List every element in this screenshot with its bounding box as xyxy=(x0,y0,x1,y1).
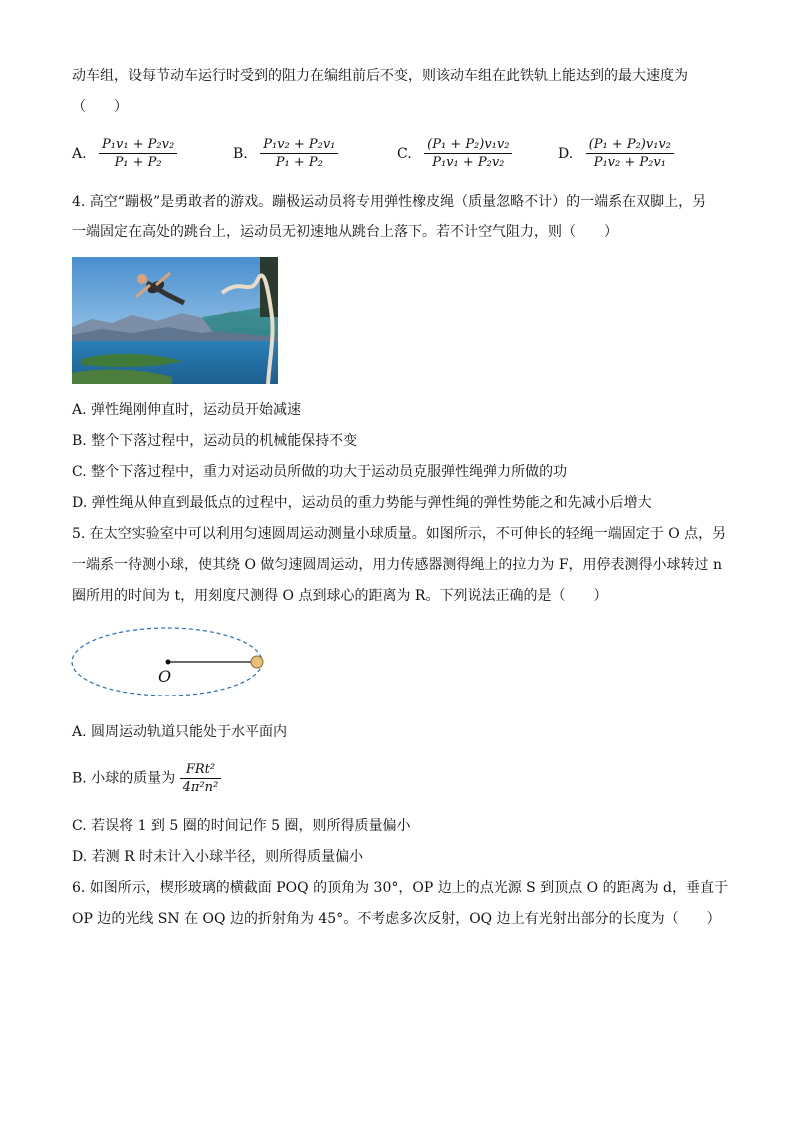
q3-option-b-fraction: $\frac{\text{P₁v₂ + P₂v₁}}{\text{P₁ + P₂}}$ xyxy=(260,136,338,171)
q5-option-a[interactable]: A. 圆周运动轨道只能处于水平面内 xyxy=(72,724,288,740)
q3-stem-line2: （ ） xyxy=(72,99,128,115)
q4-stem-line1: 4. 高空“蹦极”是勇敢者的游戏。蹦极运动员将专用弹性橡皮绳（质量忽略不计）的一端系在双脚上，另 xyxy=(72,194,707,210)
q5-option-d[interactable]: D. 若测 R 时未计入小球半径，则所得质量偏小 xyxy=(72,849,364,865)
q5-stem-line2: 一端系一待测小球，使其绕 O 做匀速圆周运动，用力传感器测得绳上的拉力为 F，用停表测得小球转过 n xyxy=(72,557,723,573)
center-point-o xyxy=(166,660,171,665)
q3-option-a-fraction: $\frac{\text{P₁v₁ + P₂v₂}}{\text{P₁ + P₂}}$ xyxy=(99,136,177,171)
q3-option-b[interactable]: B. $\frac{\text{P₁v₂ + P₂v₁}}{\text{P₁ + P₂}}$ xyxy=(233,136,338,171)
q3-option-c[interactable]: C. $\frac{\text{(P₁ + P₂)v₁v₂}}{\text{P₁v₁ + P₂v₂}}$ xyxy=(397,136,512,171)
diagram-label-o: O xyxy=(158,667,172,686)
ball-icon xyxy=(251,656,263,668)
q5-option-b-fraction: $\frac{\text{FRt²}}{\text{4π²n²}}$ xyxy=(180,761,222,796)
q3-stem-line1: 动车组，设每节动车运行时受到的阻力在编组前后不变，则该动车组在此铁轨上能达到的最大速度为 xyxy=(72,68,688,84)
q3-option-a[interactable]: A. $\frac{\text{P₁v₁ + P₂v₂}}{\text{P₁ + P₂}}$ xyxy=(72,136,177,171)
q4-stem-line2: 一端固定在高处的跳台上，运动员无初速地从跳台上落下。若不计空气阻力，则（ ） xyxy=(72,224,618,240)
q5-stem-line3: 圈所用的时间为 t，用刻度尺测得 O 点到球心的距离为 R。下列说法正确的是（ ） xyxy=(72,588,608,604)
q3-option-c-fraction: $\frac{\text{(P₁ + P₂)v₁v₂}}{\text{P₁v₁ + P₂v₂}}$ xyxy=(424,136,512,171)
q4-option-c[interactable]: C. 整个下落过程中，重力对运动员所做的功大于运动员克服弹性绳弹力所做的功 xyxy=(72,464,568,480)
q3-option-d-fraction: $\frac{\text{(P₁ + P₂)v₁v₂}}{\text{P₁v₂ + P₂v₁}}$ xyxy=(586,136,674,171)
bungee-jump-photo xyxy=(72,257,278,384)
q3-option-d[interactable]: D. $\frac{\text{(P₁ + P₂)v₁v₂}}{\text{P₁v₂ + P₂v₁}}$ xyxy=(558,136,674,171)
circular-motion-diagram xyxy=(70,616,280,696)
q4-option-d[interactable]: D. 弹性绳从伸直到最低点的过程中，运动员的重力势能与弹性绳的弹性势能之和先减小后增大 xyxy=(72,495,652,511)
q5-option-c[interactable]: C. 若误将 1 到 5 圈的时间记作 5 圈，则所得质量偏小 xyxy=(72,818,411,834)
q6-stem-line2: OP 边的光线 SN 在 OQ 边的折射角为 45°。不考虑多次反射，OQ 边上有光射出部分的长度为（ ） xyxy=(72,911,721,927)
q5-option-b[interactable]: B. 小球的质量为 $\frac{\text{FRt²}}{\text{4π²n²}}$ xyxy=(72,761,221,796)
q6-stem-line1: 6. 如图所示，楔形玻璃的横截面 POQ 的顶角为 30°，OP 边上的点光源 S 到顶点 O 的距离为 d，垂直于 xyxy=(72,880,728,896)
q5-stem-line1: 5. 在太空实验室中可以利用匀速圆周运动测量小球质量。如图所示，不可伸长的轻绳一端固定于 O 点，另 xyxy=(72,526,727,542)
q4-option-b[interactable]: B. 整个下落过程中，运动员的机械能保持不变 xyxy=(72,433,358,449)
q4-option-a[interactable]: A. 弹性绳刚伸直时，运动员开始减速 xyxy=(72,402,302,418)
